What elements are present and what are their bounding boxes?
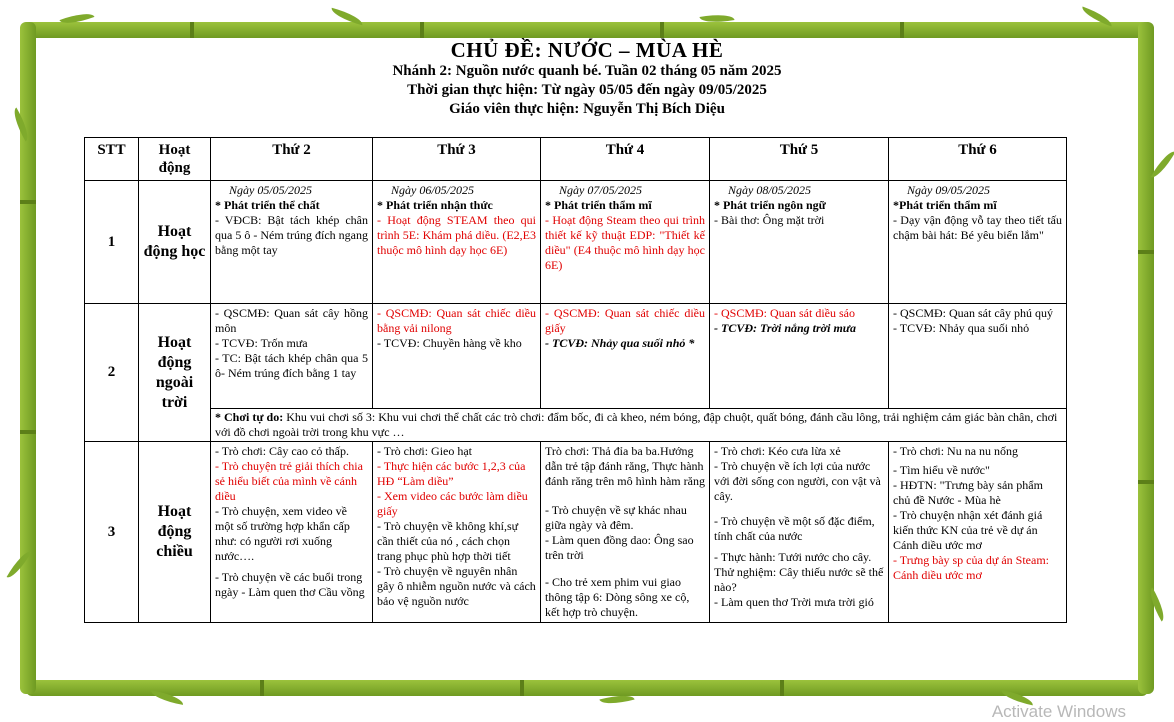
cell-heading: * Phát triển ngôn ngữ: [714, 198, 826, 212]
cell-text: - Trò chuyện về sự khác nhau giữa ngày và đêm.: [545, 503, 687, 532]
col-header-thu5: Thứ 5: [710, 138, 889, 181]
col-header-thu3: Thứ 3: [373, 138, 541, 181]
cell-thu3: [373, 181, 541, 304]
col-header-activity: Hoạt động: [139, 138, 211, 181]
cell-date: Ngày 07/05/2025: [559, 183, 642, 197]
cell-text: - Trò chuyện, xem video về một số trường hợp khẩn cấp như: có người rơi xuống nước….: [215, 504, 350, 563]
cell-text: - TCVĐ: Trời nắng trời mưa: [714, 321, 856, 335]
cell-date: Ngày 08/05/2025: [728, 183, 811, 197]
col-header-stt: STT: [85, 138, 139, 181]
cell-text: - TC: Bật tách khép chân qua 5 ô- Ném trúng đích bằng 1 tay: [215, 351, 368, 380]
row-number: 3: [85, 442, 139, 623]
cell-text: - Cho trẻ xem phim vui giao thông tập 6: Dòng sông xe cộ, kết hợp trò chuyện.: [545, 575, 690, 619]
cell-thu2: [211, 304, 373, 409]
cell-thu2: [211, 181, 373, 304]
cell-text: - Trò chuyện nhận xét đánh giá kiến thức KN của trẻ về dự án Cánh diều ước mơ: [893, 508, 1043, 552]
free-play-text: Khu vui chơi số 3: Khu vui chơi thể chất các trò chơi: đẩm bốc, đi cà kheo, ném bóng, đập chuột, quất bóng, đánh cầu lông, trải nghiệm cảm giác bàn chân, chơi với đồ chơi ngoài trời trong khu vực …: [215, 410, 1058, 439]
cell-text: - Trò chơi: Cây cao cỏ thấp.: [215, 444, 349, 458]
table-row: [85, 304, 1067, 409]
cell-thu3: [373, 442, 541, 623]
cell-text: - Trò chơi: Nu na nu nống: [893, 444, 1019, 458]
cell-text: - Trò chuyện về nguyên nhân gây ô nhiễm nguồn nước và cách bảo vệ nguồn nước: [377, 564, 536, 608]
cell-text: - TCVĐ: Nhảy qua suối nhỏ *: [545, 336, 695, 350]
cell-text: Trò chơi: Thả đỉa ba ba.Hướng dẫn trẻ tập đánh răng, Thực hành đánh răng trên mô hình hàm răng: [545, 444, 705, 488]
cell-thu4: [541, 181, 710, 304]
cell-text: - Bài thơ: Ông mặt trời: [714, 213, 825, 227]
activity-name: Hoạt động chiều: [139, 442, 211, 623]
cell-text: - VĐCB: Bật tách khép chân qua 5 ô - Ném trúng đích ngang bằng một tay: [215, 213, 368, 257]
col-header-thu6: Thứ 6: [889, 138, 1067, 181]
free-play-cell: [211, 409, 1067, 442]
cell-text: - QSCMĐ: Quan sát cây phú quý: [893, 306, 1053, 320]
cell-thu5: [710, 181, 889, 304]
cell-heading: * Phát triển thể chất: [215, 198, 320, 212]
subtitle-branch: Nhánh 2: Nguồn nước quanh bé. Tuần 02 tháng 05 năm 2025: [392, 63, 782, 79]
cell-text: - Hoạt động Steam theo qui trình thiết kế kỹ thuật EDP: "Thiết kế diều" (E4 thuộc mô hình dạy học 6E): [545, 213, 705, 272]
cell-text: - QSCMĐ: Quan sát cây hồng môn: [215, 306, 368, 335]
table-row: [85, 442, 1067, 623]
cell-heading: * Phát triển thẩm mĩ: [545, 198, 652, 212]
cell-thu4: [541, 304, 710, 409]
cell-thu3: [373, 304, 541, 409]
cell-text: - Trò chuyện về ích lợi của nước với đời sống con người, con vật và cây.: [714, 459, 881, 503]
cell-text: - QSCMĐ: Quan sát chiếc diều bằng vải nilong: [377, 306, 536, 335]
cell-text: - TCVĐ: Chuyền hàng về kho: [377, 336, 522, 350]
cell-text: - Hoạt động STEAM theo qui trình 5E: Khám phá diều. (E2,E3 thuộc mô hình dạy học 6E): [377, 213, 536, 257]
cell-text: - QSCMĐ: Quan sát chiếc diều giấy: [545, 306, 705, 335]
cell-text: - TCVĐ: Trốn mưa: [215, 336, 308, 350]
cell-text: - Thực hiện các bước 1,2,3 của HĐ “Làm diều”: [377, 459, 526, 488]
table-header-row: [85, 138, 1067, 181]
cell-date: Ngày 06/05/2025: [391, 183, 474, 197]
cell-thu2: [211, 442, 373, 623]
page-title: CHỦ ĐỀ: NƯỚC – MÙA HÈ: [450, 38, 724, 62]
activity-name: Hoạt động ngoài trời: [139, 304, 211, 442]
document-header: [0, 38, 1174, 119]
row-number: 2: [85, 304, 139, 442]
cell-date: Ngày 05/05/2025: [229, 183, 312, 197]
row-number: 1: [85, 181, 139, 304]
cell-text: - Trò chuyện về một số đặc điểm, tính chất của nước: [714, 514, 875, 543]
cell-thu4: [541, 442, 710, 623]
cell-text: - Trò chuyện trẻ giải thích chia sẻ hiểu biết của mình về cánh diều: [215, 459, 363, 503]
cell-thu6: [889, 304, 1067, 409]
table-row: [85, 409, 1067, 442]
cell-text: - Làm quen thơ Trời mưa trời gió: [714, 595, 874, 609]
cell-text: - Trưng bày sp của dự án Steam: Cánh diều ước mơ: [893, 553, 1049, 582]
cell-thu6: [889, 442, 1067, 623]
subtitle-teacher: Giáo viên thực hiện: Nguyễn Thị Bích Diệu: [449, 101, 725, 117]
cell-text: Thử nghiệm: Cây thiếu nước sẽ thế nào?: [714, 565, 884, 594]
cell-text: - HĐTN: "Trưng bày sản phẩm chủ đề Nước - Mùa hè: [893, 478, 1043, 507]
cell-text: - Trò chuyện về các buổi trong ngày - Làm quen thơ Cầu vồng: [215, 570, 365, 599]
activate-windows-watermark: Activate Windows: [991, 702, 1126, 721]
free-play-label: * Chơi tự do:: [215, 410, 284, 424]
cell-thu6: [889, 181, 1067, 304]
cell-thu5: [710, 442, 889, 623]
activity-name: Hoạt động học: [139, 181, 211, 304]
cell-heading: *Phát triển thẩm mĩ: [893, 198, 997, 212]
weekly-schedule-table: [84, 137, 1067, 623]
cell-text: - Thực hành: Tưới nước cho cây.: [714, 550, 872, 564]
cell-text: - Trò chơi: Kéo cưa lừa xẻ: [714, 444, 841, 458]
cell-text: - Trò chơi: Gieo hạt: [377, 444, 473, 458]
cell-thu5: [710, 304, 889, 409]
col-header-thu4: Thứ 4: [541, 138, 710, 181]
cell-heading: * Phát triển nhận thức: [377, 198, 493, 212]
cell-text: - QSCMĐ: Quan sát diều sáo: [714, 306, 855, 320]
cell-text: - Tìm hiểu về nước": [893, 463, 990, 477]
table-row: [85, 181, 1067, 304]
cell-text: - Xem video các bước làm diều giấy: [377, 489, 528, 518]
cell-text: - Dạy vận động vỗ tay theo tiết tấu chậm bài hát: Bé yêu biển lắm": [893, 213, 1062, 242]
cell-text: - Trò chuyện về không khí,sự cần thiết của nó , cách chọn trang phục phù hợp thời tiết: [377, 519, 519, 563]
subtitle-time: Thời gian thực hiện: Từ ngày 05/05 đến ngày 09/05/2025: [407, 82, 767, 98]
cell-text: - TCVĐ: Nhảy qua suối nhỏ: [893, 321, 1030, 335]
cell-date: Ngày 09/05/2025: [907, 183, 990, 197]
cell-text: - Làm quen đồng dao: Ông sao trên trời: [545, 533, 694, 562]
col-header-thu2: Thứ 2: [211, 138, 373, 181]
